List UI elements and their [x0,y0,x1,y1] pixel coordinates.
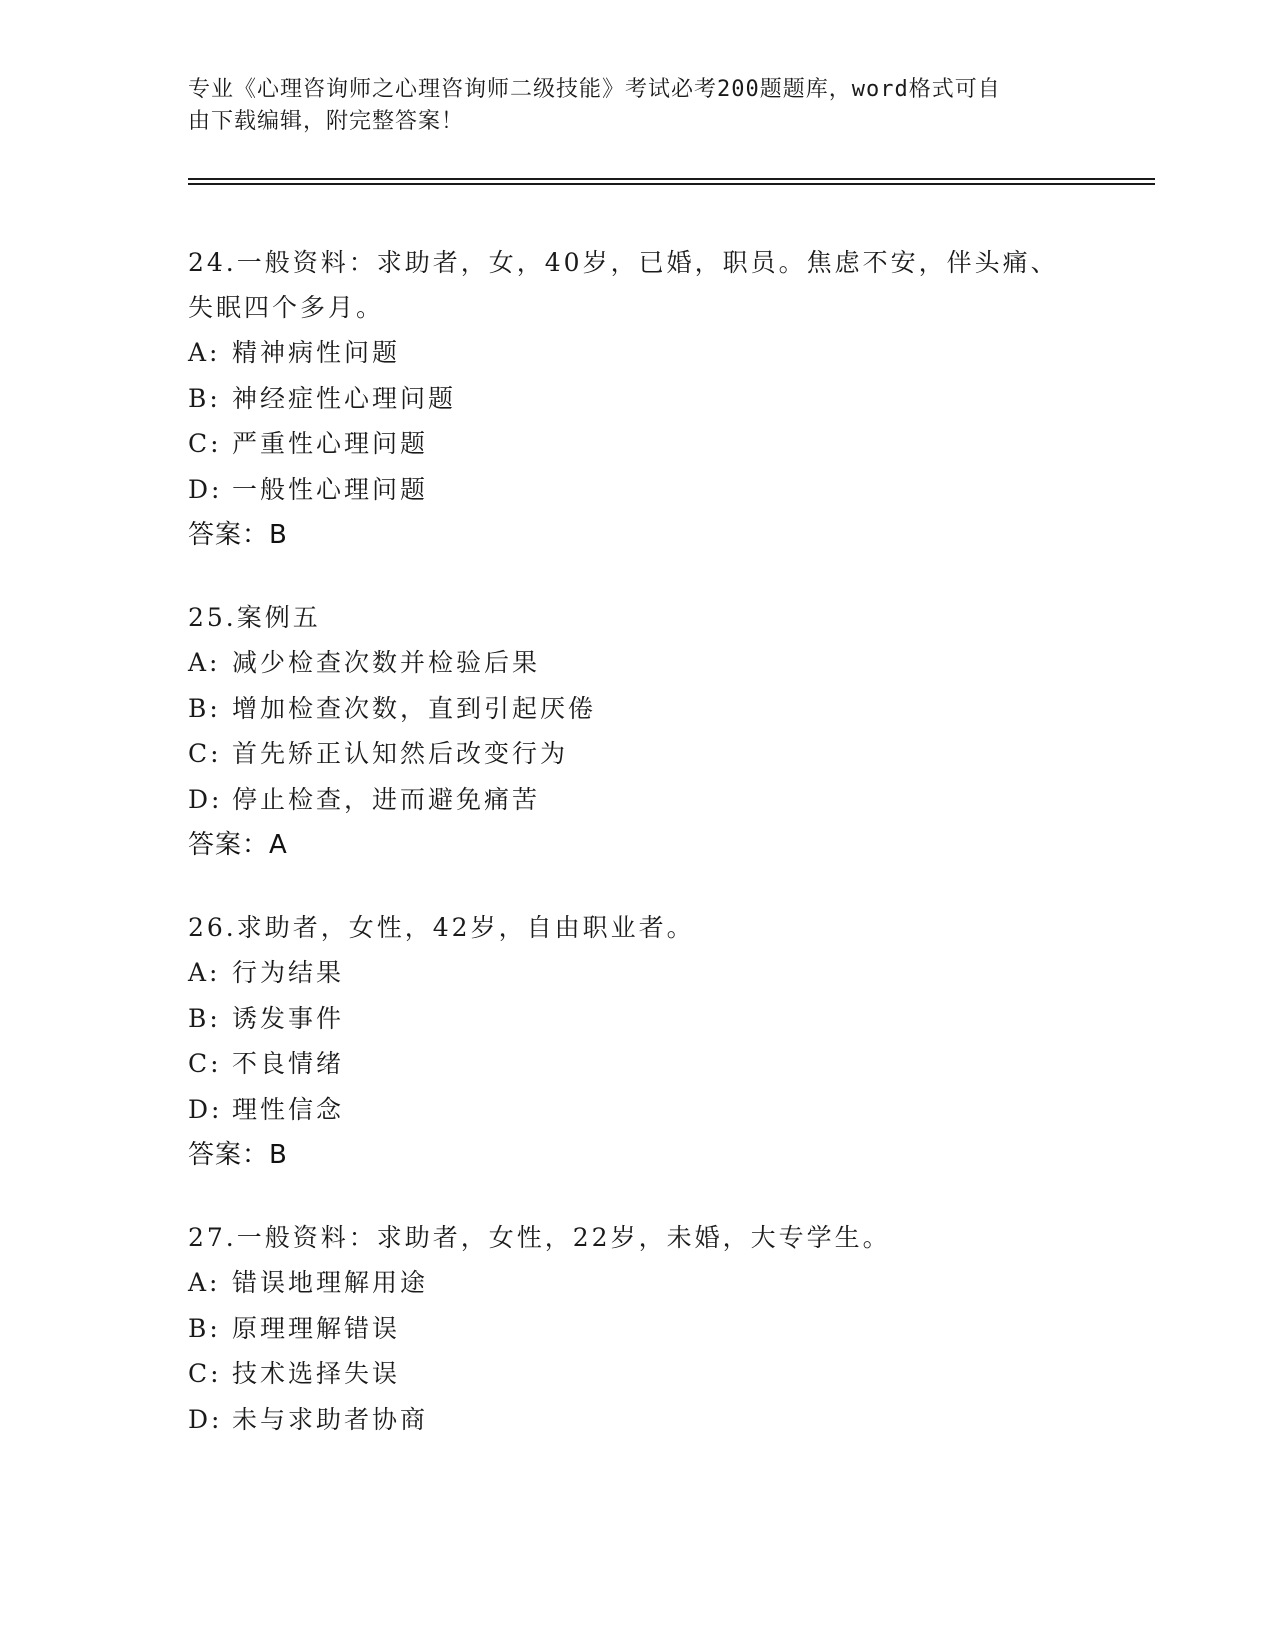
option-d [188,777,1128,823]
option-b [188,1306,1128,1352]
option-text: 首先矫正认知然后改变行为 [232,739,569,768]
option-label: A: [188,338,221,367]
option-label: B: [188,1003,221,1033]
question-number: 27. [188,1223,237,1252]
question-number: 24. [188,248,237,277]
option-a [188,640,1128,686]
option-a [188,330,1128,376]
question-text: 案例五 [236,603,321,632]
question-text: 一般资料：求助者，女性，22岁，未婚，大专学生。 [236,1223,891,1252]
document-header [188,74,1088,138]
option-label: B: [188,383,221,413]
option-text: 理性信念 [232,1094,345,1124]
header-divider-bottom [188,183,1155,185]
option-text: 错误地理解用途 [232,1268,429,1297]
question-stem [188,595,1128,640]
header-line-1: 专业《心理咨询师之心理咨询师二级技能》考试必考200题题库，word格式可自 [188,77,1001,102]
question-26 [188,905,1128,1179]
option-label: A: [188,1268,221,1297]
option-label: A: [188,648,221,677]
question-text: 一般资料：求助者，女，40岁，已婚，职员。焦虑不安，伴头痛、 [236,248,1059,277]
question-25 [188,595,1128,869]
question-stem [188,240,1128,285]
option-text: 不良情绪 [232,1049,345,1078]
option-text: 严重性心理问题 [232,429,429,458]
question-list [188,240,1128,1478]
question-24 [188,240,1128,559]
option-label: D: [188,474,223,504]
option-text: 技术选择失误 [232,1359,401,1388]
option-label: C: [188,429,222,458]
answer-line: 答案：B [188,1140,288,1170]
option-label: C: [188,739,222,768]
option-b [188,376,1128,422]
option-label: C: [188,1049,222,1078]
question-text-continued: 失眠四个多月。 [188,293,385,322]
option-a [188,950,1128,996]
option-text: 减少检查次数并检验后果 [232,648,541,677]
option-d [188,1397,1128,1443]
option-label: D: [188,1094,223,1124]
question-stem [188,905,1128,950]
option-text: 精神病性问题 [232,338,401,367]
question-text: 求助者，女性，42岁，自由职业者。 [236,913,695,942]
header-line-2: 由下载编辑，附完整答案！ [188,109,465,134]
option-text: 增加检查次数，直到引起厌倦 [232,693,597,723]
question-number: 26. [188,913,237,942]
option-label: B: [188,693,221,723]
option-text: 神经症性心理问题 [232,383,457,413]
option-c [188,421,1128,467]
option-text: 行为结果 [232,958,345,987]
question-number: 25. [188,603,237,632]
option-text: 停止检查，进而避免痛苦 [232,784,541,814]
option-text: 未与求助者协商 [232,1404,429,1434]
option-c [188,1351,1128,1397]
option-text: 原理理解错误 [232,1313,401,1343]
option-label: B: [188,1313,221,1343]
option-c [188,1041,1128,1087]
answer-line: 答案：B [188,520,288,550]
answer-line: 答案：A [188,830,288,860]
option-label: D: [188,1404,223,1434]
question-27 [188,1215,1128,1442]
option-b [188,996,1128,1042]
option-a [188,1260,1128,1306]
option-text: 诱发事件 [232,1003,345,1033]
question-stem [188,1215,1128,1260]
option-c [188,731,1128,777]
option-b [188,686,1128,732]
option-d [188,1087,1128,1133]
option-label: D: [188,784,223,814]
header-divider-top [188,178,1155,180]
option-label: C: [188,1359,222,1388]
option-text: 一般性心理问题 [232,474,429,504]
option-label: A: [188,958,221,987]
option-d [188,467,1128,513]
